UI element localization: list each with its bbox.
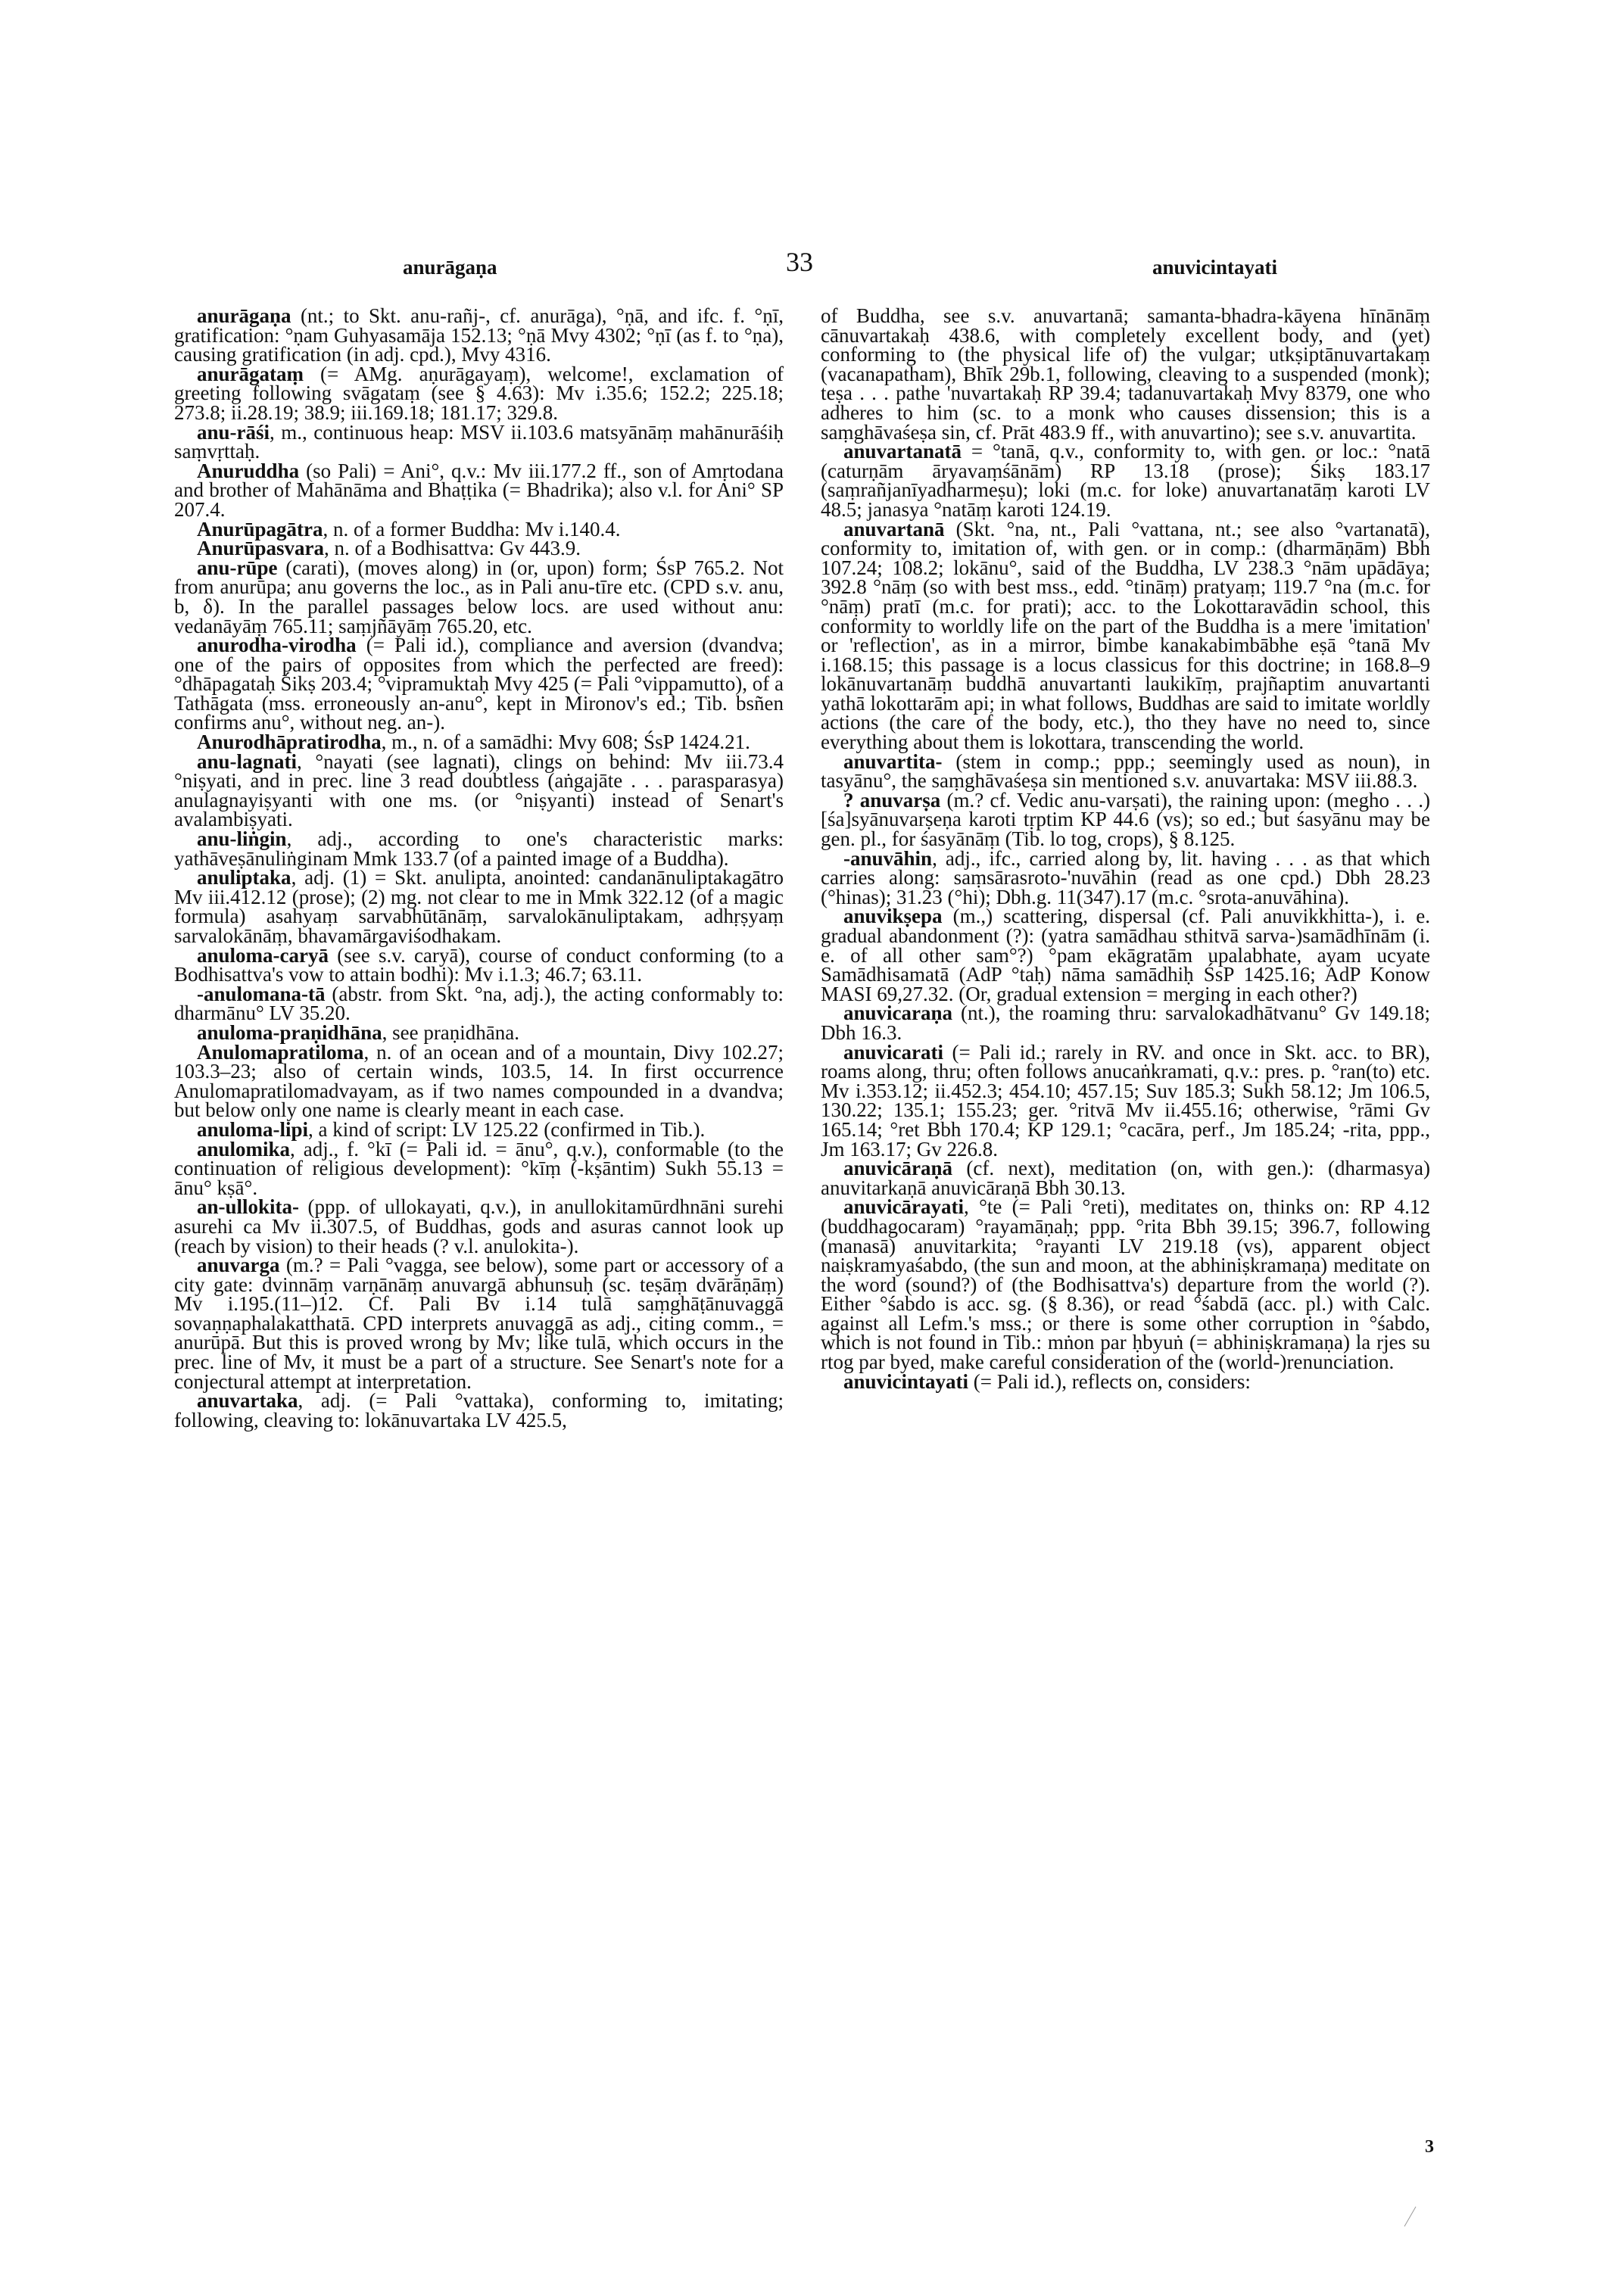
dictionary-entry (821, 517, 1430, 754)
entry-headword: anu-lagnati (197, 749, 298, 773)
entry-headword: Anuruddha (197, 459, 300, 482)
entry-text: , m., continuous heap: MSV ii.103.6 matsyānāṃ mahānurāśiḥ saṃvṛttaḥ. (174, 420, 784, 463)
entry-text: (carati), (moves along) in (or, upon) form; ŚsP 765.2. Not from anurūpa; anu governs the loc., as in Pali anu-tīre etc. (CPD s.v. anu, b, δ). In the parallel passages below locs. are used without anu: vedanāyāṃ 765.11; saṃjñāyāṃ 765.20, etc. (174, 556, 784, 637)
entry-text: (m.? cf. Vedic anu-varṣati), the raining upon: (megho . . .) [śa]syānuvarṣeṇa karoti tṛptim KP 44.6 (vs); so ed.; but śasyānu may be gen. pl., for śasyānāṃ (Tib. lo tog, crops), § 8.125. (821, 788, 1430, 851)
dictionary-entry (174, 1137, 784, 1199)
entry-text: , n. of an ocean and of a mountain, Divy 102.27; 103.3–23; also of certain winds, 103.5, 14. In first occurrence Anulomapratilomadvayam, as if two names compounded in a dvandva; but below only one name is clearly meant in each case. (174, 1040, 784, 1122)
entry-headword: Anulomapratiloma (197, 1040, 364, 1064)
entry-headword: anuvartita- (843, 749, 943, 773)
dictionary-entry (821, 442, 1430, 519)
dictionary-entry (174, 420, 784, 463)
entry-headword: anurāgataṃ (197, 362, 304, 385)
entry-headword: anuvartanā (843, 517, 945, 541)
stray-mark (1404, 2207, 1417, 2226)
entry-headword: Anurūpagātra (197, 517, 323, 541)
entry-text: (= Pali id.; rarely in RV. and once in Skt. acc. to BR), roams along, thru; often follows anucaṅkramati, q.v.: pres. p. °ran(to) etc. Mv i.353.12; ii.452.3; 454.10; 457.15; Suv 185.3; Sukh 58.12; Jm 106.5, 130.22; 135.1; 155.23; ger. °ritvā Mv ii.455.16; otherwise, °rāmi Gv 165.14; °ret Bbh 170.4; KP 129.1; °cacāra, perf., Jm 185.24; -rita, ppp., Jm 163.17; Gv 226.8. (821, 1040, 1430, 1161)
running-head-right: anuvicintayati (1152, 256, 1278, 279)
entry-text: , n. of a Bodhisattva: Gv 443.9. (324, 537, 581, 560)
entry-headword: anuvartaka (197, 1389, 298, 1413)
entry-text: , °nayati (see lagnati), clings on behind: Mv iii.73.4 °niṣyati, and in prec. line 3 read doubtless (aṅgajāte . . . parasparasya) anulagnayiṣyanti with one ms. (or °niṣyanti) instead of Senart's avalambiṣyati. (174, 749, 784, 831)
entry-text: of Buddha, see s.v. anuvartanā; samanta-bhadra-kāyena hīnānāṃ cānuvartakaḥ 438.6, with completely excellent body, and (yet) conforming to (the physical life of) the vulgar; utkṣiptānuvartakaṃ (vacanapatham), Bhīk 29b.1, following, cleaving to a suspended (monk); teṣa . . . pathe 'nuvartakaḥ RP 39.4; tadanuvartakaḥ Mvy 8379, one who adheres to him (sc. to a monk who causes dissension; this is a saṃghāvaśeṣa sin, cf. Prāt 483.9 ff., with anuvartino); see s.v. anuvartita. (821, 304, 1430, 444)
entry-text: (abstr. from Skt. °na, adj.), the acting conformably to: dharmānu° LV 35.20. (174, 982, 784, 1025)
entry-headword: anuvartanatā (843, 440, 962, 463)
entry-text: (Skt. °na, nt., Pali °vattana, nt.; see also °vartanatā), conformity to, imitation of, with gen. or in comp.: (dharmāṇām) Bbh 107.24; 108.2; lokānu°, said of the Buddha, LV 238.3 °nām upādāya; 392.8 °nāṃ (so with best mss., edd. °tināṃ) pratyaṃ; 119.7 °na (m.c. for °nāṃ) pratī (m.c. for prati); acc. to the Lokottaravādin school, this conformity to worldly life on the part of the Buddha is a mere 'imitation' or 'reflection', as in a mirror, bimbe kanakabimbābhe eṣā °tanā Mv i.168.15; this passage is a locus classicus for this doctrine; in 168.8–9 lokānuvartanāṃ buddhā anuvartanti laukikīṃ, prajñaptim anuvartanti yathā lokottarām api; in what follows, Buddhas are said to imitate worldly actions (the care of the body, etc.), tho they have no need to, since everything about them is lokottara, transcending the world. (821, 517, 1430, 754)
dictionary-entry (174, 827, 784, 870)
entry-headword: anu-rūpe (197, 556, 278, 579)
entry-text: , adj., f. °kī (= Pali id. = ānu°, q.v.), conformable (to the continuation of religious development): °kīṃ (-kṣāntim) Sukh 55.13 = ānu° kṣā°. (174, 1137, 784, 1199)
entry-text: , °te (= Pali °reti), meditates on, thinks on: RP 4.12 (buddhagocaram) °rayamāṇaḥ; ppp. °rita Bbh 39.15; 396.7, following (manasā) anuvitarkita; °rayanti LV 219.18 (vs), apparent object naiṣkramyaśabdo, (the sun and moon, at the abhiniṣkramaṇa) meditate on the word (sound?) of (the Bodhisattva's) departure from the world (?). Either °śabdo is acc. sg. (§ 8.36), or read °śabdā (acc. pl.) with Calc. against all Lefm.'s mss.; or there is some other corruption in °śabdo, which is not found in Tib.: mṅon par ḥbyuṅ (= abhiniṣkramaṇa) la rjes su rtog par byed, make careful consideration of the (world-)renunciation. (821, 1195, 1430, 1374)
dictionary-entry (174, 1040, 784, 1122)
dictionary-entry (174, 1256, 784, 1391)
dictionary-entry (174, 556, 784, 637)
entry-text: (m.? = Pali °vagga, see below), some part or accessory of a city gate: dvinnāṃ varṇānāṃ anuvargā abhunsuḥ (sc. teṣāṃ dvārāṇāṃ) Mv i.195.(11–)12. Cf. Pali Bv i.14 tulā saṃghāṭānuvaggā sovaṇṇaphalakatthatā. CPD interprets anuvaggā as adj., citing comm., = anurūpā. But this is proved wrong by Mv; like tulā, which occurs in the prec. line of Mv, it must be a part of a structure. See Senart's note for a conjectural attempt at interpretation. (174, 1254, 784, 1393)
entry-text: (stem in comp.; ppp.; seemingly used as noun), in tasyānu°, the saṃghāvaśeṣa sin mentioned s.v. anuvartaka: MSV iii.88.3. (821, 749, 1430, 793)
right-column (821, 304, 1430, 1393)
dictionary-entry (821, 788, 1430, 851)
entry-headword: anulomika (197, 1137, 291, 1161)
dictionary-entry (174, 943, 784, 986)
dictionary-entry (821, 1004, 1430, 1042)
entry-headword: Anurūpasvara (197, 537, 325, 560)
dictionary-entry (174, 982, 784, 1025)
entry-headword: -anuvāhin (843, 846, 933, 870)
entry-headword: anuloma-caryā (197, 943, 329, 967)
entry-headword: anuvicarati (843, 1040, 943, 1064)
entry-headword: anuvikṣepa (843, 905, 943, 928)
entry-headword: anuliptaka (197, 866, 291, 889)
entry-headword: ? anuvarṣa (843, 788, 941, 812)
entry-text: (= Pali id.), reflects on, considers: (968, 1369, 1251, 1393)
entry-headword: anuvicintayati (843, 1369, 969, 1393)
dictionary-entry (174, 1195, 784, 1257)
entry-headword: Anurodhāpratirodha (197, 731, 382, 754)
entry-text: = °tanā, q.v., conformity to, with gen. or loc.: °natā (caturṇām āryavaṃśānām) RP 13.18 (prose); Śikṣ 183.17 (saṃrañjanīyadharmeṣu); loki (m.c. for loke) anuvartanatāṃ karoti LV 48.5; janasya °natāṃ karoti 124.19. (821, 440, 1430, 521)
entry-text: (nt.), the roaming thru: sarvalokadhātvanu° Gv 149.18; Dbh 16.3. (821, 1002, 1430, 1044)
dictionary-entry (174, 868, 784, 946)
entry-headword: anurodha-virodha (197, 634, 357, 657)
entry-text: , see praṇidhāna. (382, 1020, 520, 1044)
entry-headword: anuloma-praṇidhāna (197, 1020, 382, 1044)
dictionary-entry (821, 907, 1430, 1004)
running-head-left: anurāgaṇa (403, 256, 497, 279)
entry-text: (so Pali) = Ani°, q.v.: Mv iii.177.2 ff., son of Amṛtodana and brother of Mahānāma and Bhaṭṭika (= Bhadrika); also v.l. for Ani° SP 207.4. (174, 459, 784, 521)
left-column (174, 304, 784, 1432)
dictionary-entry (174, 636, 784, 733)
entry-text: (m.,) scattering, dispersal (cf. Pali anuvikkhitta-), i. e. gradual abandonment (?): (yatra samādhau sthitvā sarva-)samādhīnām (i. e. of all other sam°?) °pam ekāgratām upalabhate, ayam ucyate Samādhisamatā (AdP °taḥ) nāma samādhiḥ ŚsP 1425.16; AdP Konow MASI 69,27.32. (Or, gradual extension = merging in each other?) (821, 905, 1430, 1005)
dictionary-entry (174, 304, 784, 366)
entry-headword: anuvicāraṇā (843, 1157, 953, 1180)
dictionary-entry (821, 846, 1430, 908)
dictionary-entry (174, 362, 784, 424)
entry-headword: anuvicārayati (843, 1195, 964, 1219)
entry-text: (cf. next), meditation (on, with gen.): (dharmasya) anuvitarkaṇā anuvicāraṇā Bbh 30.13. (821, 1157, 1430, 1199)
entry-text: (nt.; to Skt. anu-rañj-, cf. anurāga), °ṇā, and ifc. f. °ṇī, gratification: °ṇam Guhyasamāja 152.13; °ṇā Mvy 4302; °ṇī (as f. to °ṇa), causing gratification (in adj. cpd.), Mvy 4316. (174, 304, 784, 366)
entry-text: , adj. (= Pali °vattaka), conforming to, imitating; following, cleaving to: lokānuvartaka LV 425.5, (174, 1389, 784, 1432)
dictionary-entry (174, 749, 784, 831)
dictionary-entry (821, 1159, 1430, 1198)
entry-headword: anuvicaraṇa (843, 1002, 953, 1025)
dictionary-entry (821, 1040, 1430, 1161)
entry-text: (ppp. of ullokayati, q.v.), in anullokitamūrdhnāni surehi asurehi ca Mv ii.307.5, of Buddhas, gods and asuras cannot look up (reach by vision) to their heads (? v.l. anulokita-). (174, 1195, 784, 1257)
entry-text: , m., n. of a samādhi: Mvy 608; ŚsP 1424.21. (381, 731, 750, 754)
entry-text: , adj. (1) = Skt. anulipta, anointed: candanānuliptakagātro Mv iii.412.12 (prose); (2) mg. not clear to me in Mmk 322.12 (of a magic formula) asahyaṃ sarvabhūtānāṃ, sarvalokānuliptakam, adhṛṣyaṃ sarvalokānāṃ, bhavamārgaviśodhakam. (174, 866, 784, 947)
signature-mark: 3 (1425, 2137, 1434, 2157)
dictionary-entry (821, 1369, 1430, 1393)
dictionary-entry (821, 304, 1430, 444)
dictionary-entry (174, 1391, 784, 1430)
page-number: 33 (786, 247, 813, 277)
entry-headword: anu-liṅgin (197, 827, 287, 851)
entry-headword: anuloma-lipi (197, 1117, 309, 1141)
entry-text: , adj., according to one's characteristic marks: yathāveṣānuliṅginam Mmk 133.7 (of a painted image of a Buddha). (174, 827, 784, 870)
entry-headword: anuvarga (197, 1254, 280, 1277)
entry-headword: anu-rāśi (197, 420, 270, 444)
entry-text: , a kind of script: LV 125.22 (confirmed in Tib.). (308, 1117, 706, 1141)
entry-headword: an-ullokita- (197, 1195, 300, 1219)
dictionary-entry (821, 1195, 1430, 1374)
entry-text: , n. of a former Buddha: Mv i.140.4. (323, 517, 621, 541)
dictionary-entry (174, 459, 784, 521)
entry-headword: -anulomana-tā (197, 982, 326, 1005)
entry-text: (see s.v. caryā), course of conduct conforming (to a Bodhisattva's vow to attain bodhi): Mv i.1.3; 46.7; 63.11. (174, 943, 784, 986)
dictionary-entry (821, 749, 1430, 793)
entry-text: (= Pali id.), compliance and aversion (dvandva; one of the pairs of opposites from which the perfected are freed): °dhāpagataḥ Śikṣ 203.4; °vipramuktaḥ Mvy 425 (= Pali °vippamutto), of a Tathāgata (mss. erroneously an-anu°, kept in Mironov's ed.; Tib. bsñen confirms anu°, without neg. an-). (174, 634, 784, 734)
entry-headword: anurāgaṇa (197, 304, 291, 327)
entry-text: (= AMg. aṇurāgayaṃ), welcome!, exclamation of greeting following svāgataṃ (see § 4.63): Mv i.35.6; 152.2; 225.18; 273.8; ii.28.19; 38.9; iii.169.18; 181.17; 329.8. (174, 362, 784, 424)
entry-text: , adj., ifc., carried along by, lit. having . . . as that which carries along: saṃsārasroto-'nuvāhin (read as one cpd.) Dbh 28.23 (°hinas); 31.23 (°hi); Dbh.g. 11(347).17 (m.c. °srota-anuvāhina). (821, 846, 1430, 908)
